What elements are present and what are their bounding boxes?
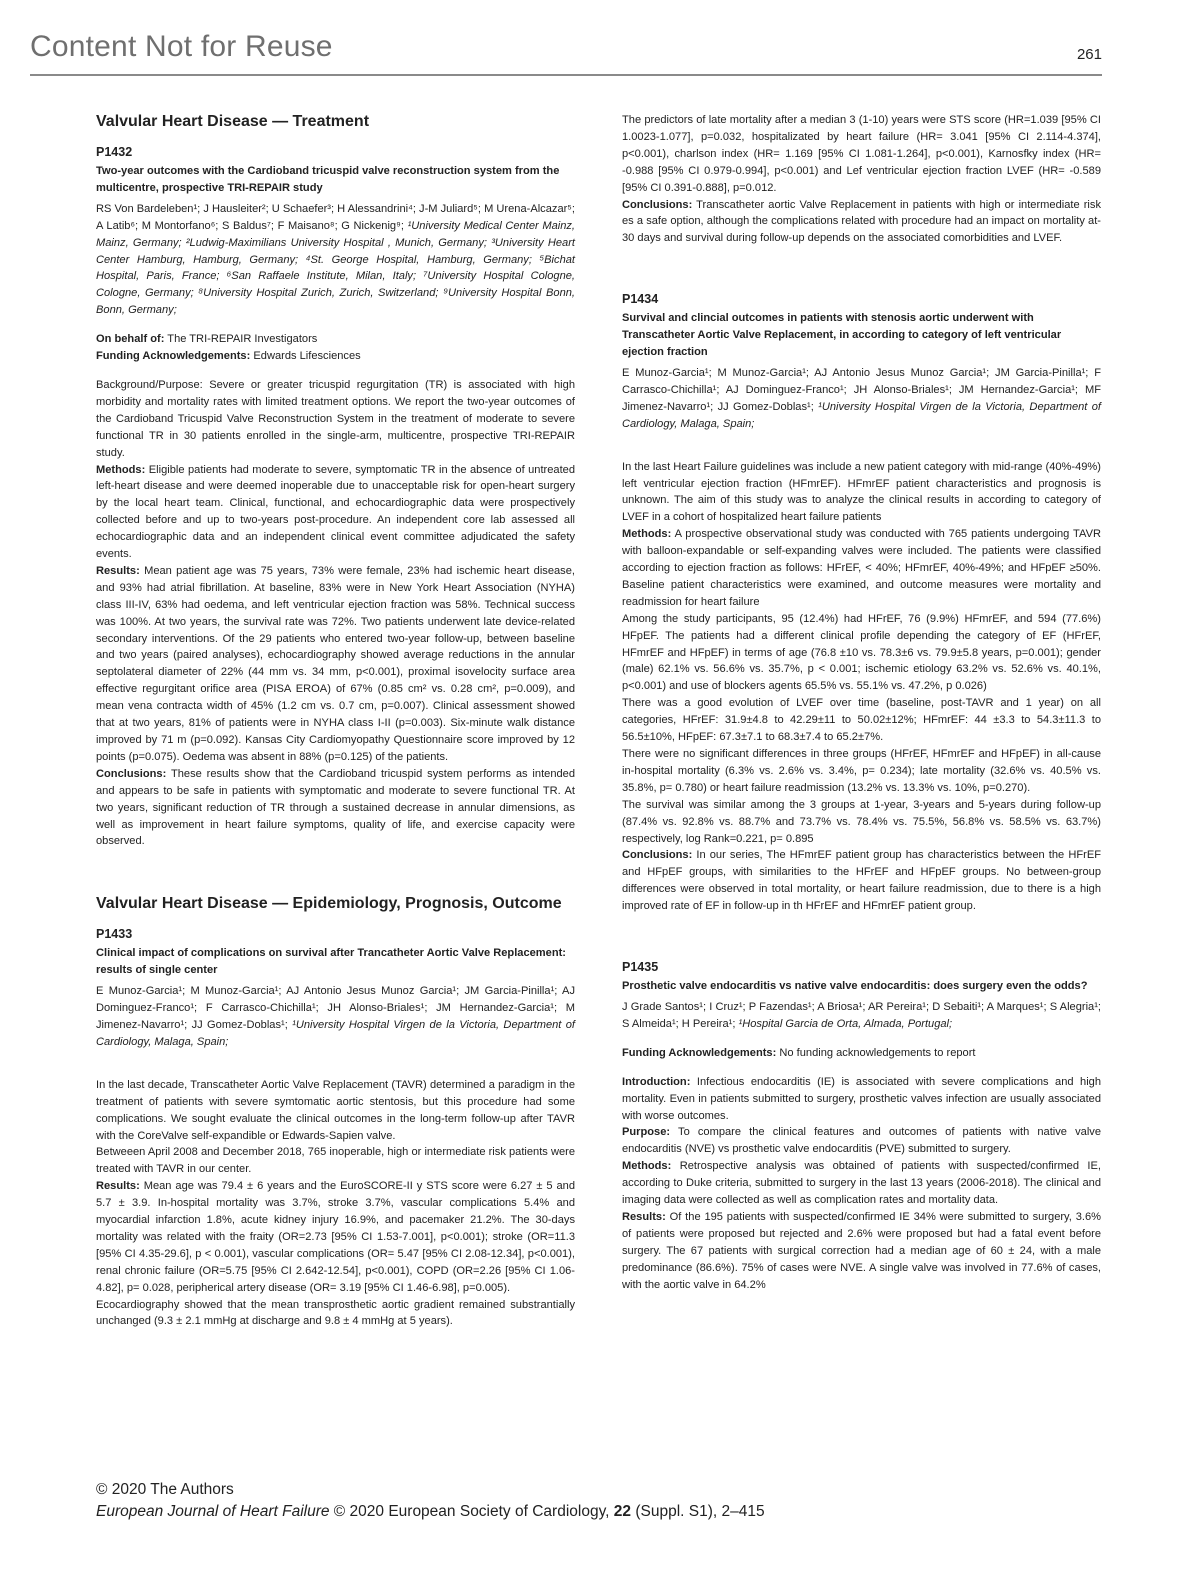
section-heading-treatment: Valvular Heart Disease — Treatment	[96, 113, 370, 130]
mortality-paragraph: There were no significant differences in three groups (HFrEF, HFmrEF and HFpEF) in all-cause in-hospital mortality (6.3% vs. 2.6% vs. 3.4%, p= 0.234); late mortality (32.6% vs. 40.5% vs. 35.8%, p= 0.780) or heart failure readmission (13.2% vs. 13.3% vs. 10%, p=0.270).	[622, 748, 1101, 794]
funding-value: Edwards Lifesciences	[250, 350, 361, 363]
results-label: Results:	[622, 1210, 666, 1223]
right-column	[622, 112, 1101, 1293]
intro-paragraph: In the last decade, Transcatheter Aortic Valve Replacement (TAVR) determined a paradigm in the treatment of patients with severe symtomatic aortic stentosis, but this procedure had some complications. We sought evaluate the clinical outcomes in the long-term follow-up after TAVR with the CoreValve self-expandible or Edwards-Sapien valve.	[96, 1078, 575, 1142]
methods-paragraph	[622, 526, 1101, 611]
authors: E Munoz-Garcia¹; M Munoz-Garcia¹; AJ Antonio Jesus Munoz Garcia¹; JM Garcia-Pinilla¹; AJ Dominguez-Franco¹; F Carrasco-Chichilla¹; JH Alonso-Briales¹; JM Hernandez-Garcia¹; M Jimenez-Navarro¹; JJ Gomez-Doblas¹;	[96, 985, 575, 1031]
page-footer	[96, 1479, 765, 1523]
background-paragraph: Background/Purpose: Severe or greater tricuspid regurgitation (TR) is associated with high morbidity and mortality rates with limited treatment options. We report the two-year outcomes of the Cardioband Tricuspid Valve Reconstruction System in the treatment of moderate to severe functional TR in 30 patients enrolled in the single-arm, multicentre, prospective TRI-REPAIR study.	[96, 378, 575, 459]
introduction-text: Infectious endocarditis (IE) is associated with severe complications and high mortality. Even in patients submitted to surgery, prosthetic valves infection are usually associated with worse outcomes.	[622, 1075, 1101, 1122]
abstract-title: Survival and clincial outcomes in patients with stenosis aortic underwent with Transcatheter Aortic Valve Replacement, in according to category of left ventricular ejection fraction	[622, 312, 1062, 359]
results-paragraph	[622, 1209, 1101, 1294]
page-number: 261	[1076, 46, 1102, 63]
results-paragraph	[96, 563, 575, 766]
watermark: Content Not for Reuse	[30, 30, 333, 63]
on-behalf-line	[96, 331, 575, 348]
abstract-title: Clinical impact of complications on survival after Trancatheter Aortic Valve Replacement: results of single center	[96, 947, 566, 977]
conclusions-label: Conclusions:	[622, 198, 693, 211]
methods-paragraph	[96, 462, 575, 563]
copyright-line: © 2020 The Authors	[96, 1481, 234, 1498]
methods-label: Methods:	[96, 463, 146, 476]
p1433-continued: The predictors of late mortality after a median 3 (1-10) years were STS score (HR=1.039 [95% CI 1.0023-1.077], p=0.032, hospitalizated by heart failure (HR= 3.041 [95% CI 2.114-4.374], p<0.001), charlson index (HR= 1.169 [95% CI 1.081-1.264], p<0.001), Karnosfky index (HR= -0.988 [95% CI 0.979-0.994], p<0.001) and Lef ventricular ejection fraction LVEF (HR= -0.589 [95% CI 0.391-0.888], p=0.012.	[622, 114, 1101, 194]
affiliations: ¹University Hospital Virgen de la Victoria, Department of Cardiology, Malaga, Spain;	[96, 1018, 575, 1048]
p1433-conclusions-paragraph	[622, 197, 1101, 248]
header-rule	[30, 74, 1102, 76]
funding-label: Funding Acknowledgements:	[622, 1046, 777, 1059]
journal-name: European Journal of Heart Failure	[96, 1503, 330, 1520]
author-list	[622, 365, 1101, 433]
purpose-text: To compare the clinical features and outcomes of patients with native valve endocarditis (NVE) vs prosthetic valve endocarditis (PVE) submitted to surgery.	[622, 1126, 1101, 1156]
conclusions-paragraph	[96, 766, 575, 851]
abstract-id: P1435	[622, 960, 659, 975]
funding-line	[622, 1045, 1101, 1062]
introduction-paragraph	[622, 1074, 1101, 1125]
methods-label: Methods:	[622, 528, 672, 541]
abstract-id: P1434	[622, 292, 659, 307]
results-text: Of the 195 patients with suspected/confirmed IE 34% were submitted to surgery, 3.6% of patients were proposed but rejected and 2.6% were proposed but had a fatal event before surgery. The 67 patients with surgical correction had a median age of 60 ± 24, with a male predominance (86.6%). 75% of cases were NVE. A single valve was involved in 77.6% of cases, with the aortic valve in 64.2%	[622, 1210, 1101, 1291]
methods-paragraph	[622, 1158, 1101, 1209]
funding-value: No funding acknowledgements to report	[776, 1046, 976, 1059]
lvef-paragraph: There was a good evolution of LVEF over time (baseline, post-TAVR and 1 year) on all categories, HFrEF: 31.9±4.8 to 42.29±11 to 50.02±12%; HFmrEF: 44 ±3.3 to 54.3±11.3 to 56.5±10%, HFpEF: 67.3±7.1 to 68.3±7.4 to 65.2±7%.	[622, 697, 1101, 744]
methods-label: Methods:	[622, 1160, 672, 1173]
abstract-p1432	[96, 144, 575, 850]
abstract-p1434	[622, 291, 1101, 915]
conclusions-label: Conclusions:	[622, 849, 693, 862]
conclusions-text: In our series, The HFmrEF patient group has characteristics between the HFrEF and HFpEF groups, with similarities to the HFrEF and HFpEF groups. No between-group differences were observed in total mortality, or heart failure readmission, due to there is a high improved rate of EF in follow-up in th HFrEF and HFmrEF patient group.	[622, 849, 1101, 913]
page-range: (Suppl. S1), 2–415	[631, 1503, 765, 1520]
section-heading-epidemiology: Valvular Heart Disease — Epidemiology, Prognosis, Outcome	[96, 895, 562, 913]
results-text: Mean patient age was 75 years, 73% were female, 23% had ischemic heart disease, and 93% had atrial fibrillation. At baseline, 83% were in New York Heart Association (NYHA) class III-IV, 63% had oedema, and left ventricular ejection fraction was 58%. Technical success was 100%. At two years, the survival rate was 72%. Two patients underwent late device-related secondary interventions. Of the 29 patients who entered two-year follow-up, between baseline and two years (paired analyses), echocardiography showed average reductions in the annular septolateral diameter of 22% (44 mm vs. 34 mm, p<0.001), proximal isovelocity surface area effective regurgitant orifice area (PISA EROA) of 67% (0.85 cm² vs. 0.28 cm², p=0.009), and mean vena contracta width of 45% (1.2 cm vs. 0.7 cm, p=0.007). Clinical assessment showed that at two years, 81% of patients were in NYHA class I-II (p=0.003). Six-minute walk distance improved by 71 m (p=0.092). Kansas City Cardiomyopathy Questionnaire score improved by 12 points (p=0.075). Oedema was absent in 88% (p=0.125) of the patients.	[96, 564, 575, 763]
abstract-p1433	[96, 926, 575, 1330]
on-behalf-label: On behalf of:	[96, 333, 165, 346]
conclusions-paragraph	[622, 847, 1101, 915]
intro-paragraph-2: Betweeen April 2008 and December 2018, 765 inoperable, high or intermediate risk patients were treated with TAVR in our center.	[96, 1146, 575, 1176]
purpose-paragraph	[622, 1124, 1101, 1158]
author-list	[96, 983, 575, 1051]
abstract-id: P1432	[96, 145, 133, 159]
purpose-label: Purpose:	[622, 1126, 671, 1139]
results-label: Results:	[96, 564, 140, 577]
conclusions-label: Conclusions:	[96, 767, 167, 780]
author-list	[622, 999, 1101, 1033]
methods-text: A prospective observational study was conducted with 765 patients undergoing TAVR with balloon-expandable or self-expanding valves were included. The patients were classified according to ejection fraction as follows: HFrEF, < 40%; HFmrEF, 40%-49%; and HFpEF ≥50%. Baseline patient characteristics were examined, and outcome measures were mortality and readmission for heart failure	[622, 528, 1101, 608]
results-paragraph	[96, 1178, 575, 1296]
volume-number: 22	[613, 1503, 632, 1520]
results-text: Mean age was 79.4 ± 6 years and the EuroSCORE-II y STS score were 6.27 ± 5 and 5.7 ± 3.9. In-hospital mortality was 3.7%, stroke 3.7%, vascular complications 5.4% and myocardial infarction 1.8%, acute kidney injury 16.9%, and pacemaker 21.2%. The 30-days mortality was related with the fraity (OR=2.73 [95% CI 1.53-7.001], p<0.001); stroke (OR=11.3 [95% CI 4.35-29.6], p < 0.001), vascular complications (OR= 5.47 [95% CI 2.08-12.34], p<0.001), renal chronic failure (OR=5.75 [95% CI 2.642-12.54], p<0.001), COPD (OR=2.26 [95% CI 1.06-4.82], p= 0.028, peripherical artery disease (OR= 3.19 [95% CI 1.46-6.98], p=0.005).	[96, 1180, 575, 1294]
findings-paragraph: Among the study participants, 95 (12.4%) had HFrEF, 76 (9.9%) HFmrEF, and 594 (77.6%) HFpEF. The patients had a different clinical profile depending the category of EF (HFrEF, HFmrEF and HFpEF) in terms of age (76.8 ±10 vs. 78.3±6 vs. 79.9±5.8 years, p=0.001); gender (male) 62.1% vs. 56.6% vs. 35.7%, p < 0.001; ischemic etiology 63.2% vs. 52.6% vs. 40.1%, p<0.001) and use of blockers agents 65.5% vs. 55.1% vs. 47.2%, p 0.026)	[622, 612, 1101, 693]
citation-line	[96, 1501, 765, 1523]
affiliations: ¹University Hospital Virgen de la Victoria, Department of Cardiology, Malaga, Spain;	[622, 400, 1101, 430]
authors: J Grade Santos¹; I Cruz¹; P Fazendas¹; A Briosa¹; AR Pereira¹; D Sebaiti¹; A Marques¹; S Alegria¹; S Almeida¹; H Pereira¹;	[622, 1000, 1101, 1030]
left-column	[96, 112, 575, 1330]
abstract-title: Two-year outcomes with the Cardioband tricuspid valve reconstruction system from the multicentre, prospective TRI-REPAIR study	[96, 165, 560, 194]
conclusions-text: Transcatheter aortic Valve Replacement in patients with high or intermediate risk es a safe option, although the complications related with procedure had an impact on mortality at-30 days and survival during follow-up depends on the associated comorbidities and LVEF.	[622, 198, 1101, 245]
abstract-title: Prosthetic valve endocarditis vs native valve endocarditis: does surgery even the odds?	[622, 980, 1088, 993]
methods-text: Retrospective analysis was obtained of patients with suspected/confirmed IE, according to Duke criteria, submitted to surgery in the last 13 years (2006-2018). The clinical and imaging data were collected as well as complication rates and mortality data.	[622, 1160, 1101, 1207]
funding-line	[96, 348, 575, 365]
introduction-label: Introduction:	[622, 1075, 691, 1088]
society-text: © 2020 European Society of Cardiology,	[329, 1503, 614, 1520]
affiliations: ¹University Medical Center Mainz, Mainz, Germany; ²Ludwig-Maximilians University Hospital , Munich, Germany; ³University Heart Center Hamburg, Hamburg, Germany; ⁴St. George Hospital, Hamburg, Germany; ⁵Bichat Hospital, Paris, France; ⁶San Raffaele Institute, Milan, Italy; ⁷University Hospital Cologne, Cologne, Germany; ⁸University Hospital Zurich, Zurich, Switzerland; ⁹University Hospital Bonn, Bonn, Germany;	[96, 219, 575, 317]
author-list	[96, 201, 575, 319]
echo-paragraph: Ecocardiography showed that the mean transprosthetic aortic gradient remained substrantially unchanged (9.3 ± 2.1 mmHg at discharge and 9.8 ± 4 mmHg at 5 years).	[96, 1298, 575, 1328]
funding-label: Funding Acknowledgements:	[96, 350, 251, 363]
conclusions-text: These results show that the Cardioband tricuspid system performs as intended and appears to be safe in patients with symptomatic and moderate to severe functional TR. At two years, significant reduction of TR through a sustained decrease in annular dimensions, as well as improvement in heart failure symptoms, quality of life, and exercise capacity were observed.	[96, 767, 575, 848]
abstract-id: P1433	[96, 927, 133, 942]
survival-paragraph: The survival was similar among the 3 groups at 1-year, 3-years and 5-years during follow-up (87.4% vs. 92.8% vs. 88.7% and 73.7% vs. 78.4% vs. 75.5%, 56.8% vs. 58.5% vs. 63.7%) respectively, log Rank=0.221, p= 0.895	[622, 798, 1101, 845]
results-label: Results:	[96, 1180, 140, 1193]
on-behalf-value: The TRI-REPAIR Investigators	[164, 333, 318, 346]
intro-paragraph: In the last Heart Failure guidelines was include a new patient category with mid-range (40%-49%) left ventricular ejection fraction (HFmrEF). HFmrEF patient characteristics and prognosis is unknown. The aim of this study was to analyze the clinical results in according to category of LVEF in a cohort of hospitalized heart failure patients	[622, 460, 1101, 524]
affiliations: ¹Hospital Garcia de Orta, Almada, Portugal;	[738, 1017, 953, 1030]
abstract-p1435	[622, 959, 1101, 1293]
authors: E Munoz-Garcia¹; M Munoz-Garcia¹; AJ Antonio Jesus Munoz Garcia¹; JM Garcia-Pinilla¹; F Carrasco-Chichilla¹; AJ Dominguez-Franco¹; JH Alonso-Briales¹; JM Hernandez-Garcia¹; MF Jimenez-Navarro¹; JJ Gomez-Doblas¹;	[622, 366, 1101, 413]
authors: RS Von Bardeleben¹; J Hausleiter²; U Schaefer³; H Alessandrini⁴; J-M Juliard⁵; M Urena-Alcazar⁵; A Latib⁶; M Montorfano⁶; S Baldus⁷; F Maisano⁸; G Nickenig⁹;	[96, 202, 575, 232]
methods-text: Eligible patients had moderate to severe, symptomatic TR in the absence of untreated left-heart disease and were deemed inoperable due to unacceptable risk for open-heart surgery by the local heart team. Clinical, functional, and echocardiographic data were prospectively collected before and up to two-years post-procedure. An independent core lab assessed all echocardiographic data and an independent clinical event committee adjudicated the safety events.	[96, 463, 575, 561]
